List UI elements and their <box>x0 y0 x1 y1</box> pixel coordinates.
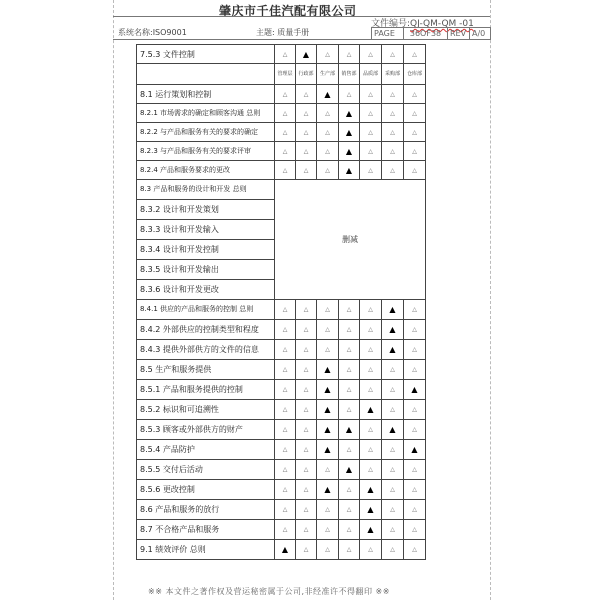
related-mark: △ <box>275 300 296 320</box>
related-mark: △ <box>382 123 404 142</box>
responsible-mark: ▲ <box>360 520 382 540</box>
clause-label: 8.3.2 设计和开发策划 <box>137 200 275 220</box>
clause-label: 8.5.3 顾客或外部供方的财产 <box>137 420 275 440</box>
table-row <box>137 85 426 104</box>
related-mark: △ <box>275 161 296 180</box>
related-mark: △ <box>339 540 360 560</box>
related-mark: △ <box>360 460 382 480</box>
clause-label: 8.2.3 与产品和服务有关的要求评审 <box>137 142 275 161</box>
related-mark: △ <box>339 45 360 64</box>
department-header-row <box>137 64 426 85</box>
related-mark: △ <box>339 380 360 400</box>
related-mark: △ <box>275 520 296 540</box>
responsible-mark: ▲ <box>339 104 360 123</box>
table-row <box>137 142 426 161</box>
related-mark: △ <box>296 500 317 520</box>
related-mark: △ <box>404 340 426 360</box>
table-row <box>137 400 426 420</box>
related-mark: △ <box>339 85 360 104</box>
related-mark: △ <box>382 85 404 104</box>
table-row <box>137 500 426 520</box>
related-mark: △ <box>275 123 296 142</box>
related-mark: △ <box>317 340 339 360</box>
related-mark: △ <box>296 142 317 161</box>
department-header: 生产部 <box>317 64 339 85</box>
clause-label: 8.7 不合格产品和服务 <box>137 520 275 540</box>
table-row <box>137 180 426 200</box>
clause-label: 8.5.6 更改控制 <box>137 480 275 500</box>
related-mark: △ <box>360 440 382 460</box>
responsible-mark: ▲ <box>360 500 382 520</box>
related-mark: △ <box>296 104 317 123</box>
related-mark: △ <box>339 500 360 520</box>
related-mark: △ <box>317 460 339 480</box>
page-number: 36OF38 <box>404 28 448 39</box>
related-mark: △ <box>360 45 382 64</box>
related-mark: △ <box>296 360 317 380</box>
related-mark: △ <box>296 540 317 560</box>
related-mark: △ <box>275 380 296 400</box>
related-mark: △ <box>382 400 404 420</box>
related-mark: △ <box>296 420 317 440</box>
related-mark: △ <box>339 360 360 380</box>
related-mark: △ <box>275 500 296 520</box>
table-row <box>137 123 426 142</box>
related-mark: △ <box>317 520 339 540</box>
table-row <box>137 360 426 380</box>
responsible-mark: ▲ <box>404 440 426 460</box>
responsibility-matrix <box>136 44 426 560</box>
subject: 主题: 质量手册 <box>256 28 310 37</box>
related-mark: △ <box>275 400 296 420</box>
related-mark: △ <box>382 540 404 560</box>
doc-number-value: QJ-QM-QM -01 <box>410 19 474 29</box>
related-mark: △ <box>382 460 404 480</box>
related-mark: △ <box>404 320 426 340</box>
table-row <box>137 540 426 560</box>
responsible-mark: ▲ <box>382 320 404 340</box>
related-mark: △ <box>382 161 404 180</box>
related-mark: △ <box>275 360 296 380</box>
related-mark: △ <box>360 104 382 123</box>
clause-label: 8.2.1 市场需求的确定和顾客沟通 总则 <box>137 104 275 123</box>
related-mark: △ <box>296 380 317 400</box>
table-row <box>137 340 426 360</box>
related-mark: △ <box>360 142 382 161</box>
responsible-mark: ▲ <box>360 480 382 500</box>
margin-line-right <box>490 0 491 600</box>
department-header: 采购部 <box>382 64 404 85</box>
related-mark: △ <box>275 460 296 480</box>
related-mark: △ <box>275 85 296 104</box>
table-row <box>137 480 426 500</box>
header-rule-bottom <box>113 39 490 40</box>
responsible-mark: ▲ <box>382 340 404 360</box>
related-mark: △ <box>275 142 296 161</box>
related-mark: △ <box>339 400 360 420</box>
related-mark: △ <box>382 45 404 64</box>
responsible-mark: ▲ <box>275 540 296 560</box>
clause-label: 7.5.3 文件控制 <box>137 45 275 64</box>
related-mark: △ <box>404 520 426 540</box>
related-mark: △ <box>275 480 296 500</box>
related-mark: △ <box>317 45 339 64</box>
related-mark: △ <box>382 142 404 161</box>
related-mark: △ <box>360 123 382 142</box>
related-mark: △ <box>296 161 317 180</box>
responsible-mark: ▲ <box>317 420 339 440</box>
responsible-mark: ▲ <box>317 380 339 400</box>
responsible-mark: ▲ <box>339 460 360 480</box>
related-mark: △ <box>360 360 382 380</box>
responsible-mark: ▲ <box>317 85 339 104</box>
table-row <box>137 320 426 340</box>
related-mark: △ <box>382 520 404 540</box>
related-mark: △ <box>404 540 426 560</box>
related-mark: △ <box>317 142 339 161</box>
responsible-mark: ▲ <box>382 300 404 320</box>
responsible-mark: ▲ <box>360 400 382 420</box>
department-header: 管理层 <box>275 64 296 85</box>
clause-label: 8.4.2 外部供应的控制类型和程度 <box>137 320 275 340</box>
table-row <box>137 520 426 540</box>
related-mark: △ <box>404 45 426 64</box>
related-mark: △ <box>296 440 317 460</box>
responsible-mark: ▲ <box>339 142 360 161</box>
responsible-mark: ▲ <box>317 400 339 420</box>
related-mark: △ <box>360 340 382 360</box>
related-mark: △ <box>382 440 404 460</box>
related-mark: △ <box>339 440 360 460</box>
responsible-mark: ▲ <box>339 161 360 180</box>
related-mark: △ <box>296 320 317 340</box>
related-mark: △ <box>404 123 426 142</box>
related-mark: △ <box>404 500 426 520</box>
related-mark: △ <box>339 340 360 360</box>
system-name: 系统名称:ISO9001 <box>118 28 187 37</box>
related-mark: △ <box>404 360 426 380</box>
related-mark: △ <box>404 300 426 320</box>
clause-label: 8.1 运行策划和控制 <box>137 85 275 104</box>
clause-label: 8.3.3 设计和开发输入 <box>137 220 275 240</box>
responsible-mark: ▲ <box>382 420 404 440</box>
table-row <box>137 380 426 400</box>
related-mark: △ <box>296 300 317 320</box>
responsible-mark: ▲ <box>404 380 426 400</box>
clause-label: 8.3.4 设计和开发控制 <box>137 240 275 260</box>
related-mark: △ <box>404 400 426 420</box>
table-row <box>137 420 426 440</box>
table-row <box>137 440 426 460</box>
responsible-mark: ▲ <box>296 45 317 64</box>
related-mark: △ <box>296 123 317 142</box>
related-mark: △ <box>296 460 317 480</box>
clause-label: 9.1 绩效评价 总则 <box>137 540 275 560</box>
responsible-mark: ▲ <box>317 440 339 460</box>
related-mark: △ <box>360 540 382 560</box>
related-mark: △ <box>404 480 426 500</box>
responsible-mark: ▲ <box>317 480 339 500</box>
related-mark: △ <box>275 45 296 64</box>
responsible-mark: ▲ <box>339 420 360 440</box>
related-mark: △ <box>339 300 360 320</box>
clause-label: 8.5 生产和服务提供 <box>137 360 275 380</box>
related-mark: △ <box>382 360 404 380</box>
related-mark: △ <box>296 400 317 420</box>
related-mark: △ <box>339 480 360 500</box>
related-mark: △ <box>360 320 382 340</box>
related-mark: △ <box>382 480 404 500</box>
clause-label: 8.3.5 设计和开发输出 <box>137 260 275 280</box>
related-mark: △ <box>360 85 382 104</box>
clause-label: 8.4.3 提供外部供方的文件的信息 <box>137 340 275 360</box>
clause-label: 8.5.5 交付后活动 <box>137 460 275 480</box>
related-mark: △ <box>296 520 317 540</box>
related-mark: △ <box>275 320 296 340</box>
clause-label: 8.3.6 设计和开发更改 <box>137 280 275 300</box>
related-mark: △ <box>317 300 339 320</box>
related-mark: △ <box>404 85 426 104</box>
related-mark: △ <box>317 104 339 123</box>
clause-label: 8.4.1 供应的产品和服务的控制 总则 <box>137 300 275 320</box>
related-mark: △ <box>275 440 296 460</box>
department-header: 销售部 <box>339 64 360 85</box>
margin-line-left <box>113 0 114 600</box>
related-mark: △ <box>404 460 426 480</box>
clause-label: 8.5.1 产品和服务提供的控制 <box>137 380 275 400</box>
table-row <box>137 45 426 64</box>
department-header: 品质部 <box>360 64 382 85</box>
related-mark: △ <box>382 104 404 123</box>
table-row <box>137 460 426 480</box>
table-row <box>137 104 426 123</box>
related-mark: △ <box>339 320 360 340</box>
department-header: 行政部 <box>296 64 317 85</box>
doc-number-label: 文件编号: <box>371 19 411 29</box>
related-mark: △ <box>382 500 404 520</box>
related-mark: △ <box>404 142 426 161</box>
related-mark: △ <box>317 500 339 520</box>
related-mark: △ <box>404 104 426 123</box>
table-row <box>137 300 426 320</box>
clause-label: 8.2.4 产品和服务要求的更改 <box>137 161 275 180</box>
related-mark: △ <box>317 161 339 180</box>
related-mark: △ <box>317 320 339 340</box>
company-name: 肇庆市千佳汽配有限公司 <box>219 4 357 18</box>
related-mark: △ <box>275 340 296 360</box>
clause-label: 8.6 产品和服务的放行 <box>137 500 275 520</box>
department-header: 仓库部 <box>404 64 426 85</box>
related-mark: △ <box>296 85 317 104</box>
related-mark: △ <box>317 123 339 142</box>
table-row <box>137 161 426 180</box>
clause-label: 8.5.2 标识和可追溯性 <box>137 400 275 420</box>
related-mark: △ <box>296 480 317 500</box>
rev-label: REV <box>448 28 470 39</box>
clause-label: 8.2.2 与产品和服务有关的要求的确定 <box>137 123 275 142</box>
deleted-cell: 删减 <box>275 180 426 300</box>
related-mark: △ <box>404 420 426 440</box>
responsible-mark: ▲ <box>317 360 339 380</box>
related-mark: △ <box>275 104 296 123</box>
related-mark: △ <box>404 161 426 180</box>
related-mark: △ <box>360 380 382 400</box>
page-label: PAGE <box>372 28 404 39</box>
related-mark: △ <box>360 161 382 180</box>
related-mark: △ <box>317 540 339 560</box>
related-mark: △ <box>339 520 360 540</box>
related-mark: △ <box>296 340 317 360</box>
related-mark: △ <box>360 300 382 320</box>
rev-number: A/0 <box>472 29 486 38</box>
related-mark: △ <box>382 380 404 400</box>
clause-label: 8.5.4 产品防护 <box>137 440 275 460</box>
footer-notice: ※※ 本文件之著作权及营运秘密属于公司,非经准许不得翻印 ※※ <box>148 587 390 596</box>
clause-label: 8.3 产品和服务的设计和开发 总则 <box>137 180 275 200</box>
blank-header-cell <box>137 64 275 85</box>
related-mark: △ <box>360 420 382 440</box>
responsible-mark: ▲ <box>339 123 360 142</box>
related-mark: △ <box>275 420 296 440</box>
